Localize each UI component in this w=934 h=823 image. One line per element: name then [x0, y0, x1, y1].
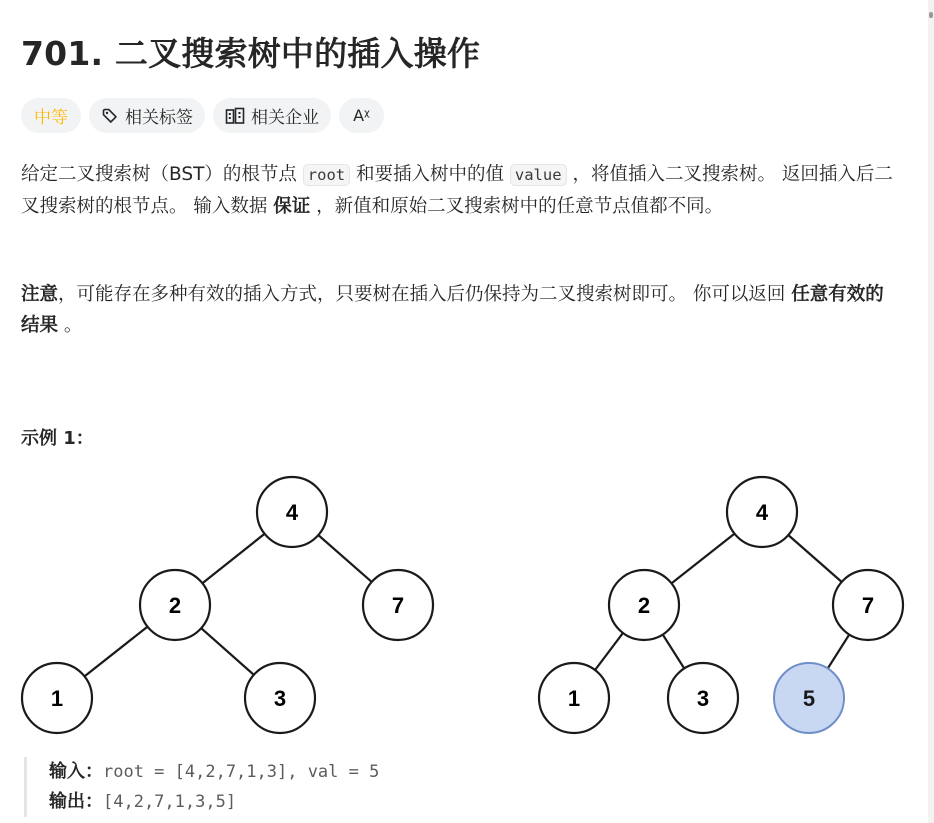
bold-guarantee: 保证	[273, 196, 311, 217]
output-label: 输出：	[49, 791, 103, 812]
tree-node-label: 1	[567, 686, 581, 711]
scrollbar-thumb[interactable]	[929, 12, 933, 18]
tree-node	[668, 663, 738, 733]
example-output-line	[49, 787, 909, 817]
tree-node	[245, 663, 315, 733]
description-text: 给定二叉搜索树（BST）的根节点	[21, 164, 303, 185]
tree-node	[363, 570, 433, 640]
tree-node-label: 2	[637, 593, 651, 618]
tree-node-inserted	[774, 663, 844, 733]
problem-title[interactable]: 701. 二叉搜索树中的插入操作	[21, 34, 481, 73]
tree-node	[609, 570, 679, 640]
building-icon	[225, 107, 245, 125]
related-tags-button[interactable]	[89, 98, 205, 133]
difficulty-badge: 中等	[21, 98, 81, 133]
input-label: 输入：	[49, 761, 103, 782]
related-companies-label: 相关企业	[251, 108, 319, 128]
tree-node-label: 1	[50, 686, 64, 711]
description-paragraph-1	[21, 159, 901, 222]
font-size-button[interactable]	[339, 98, 384, 133]
example-tree-image	[0, 470, 934, 745]
example-title: 示例 1：	[21, 428, 94, 449]
tree-node	[257, 477, 327, 547]
inline-code-value: value	[510, 164, 567, 186]
related-companies-button[interactable]	[213, 98, 331, 133]
input-value: root = [4,2,7,1,3], val = 5	[103, 762, 380, 782]
tree-node	[22, 663, 92, 733]
tree-node	[833, 570, 903, 640]
tree-node	[727, 477, 797, 547]
description-text: 。	[58, 315, 83, 336]
tag-icon	[101, 107, 119, 125]
description-text: ，新值和原始二叉搜索树中的任意节点值都不同。	[310, 196, 724, 217]
bold-any-valid-result: 任意有效的结果	[21, 284, 884, 336]
tree-node-label: 7	[391, 593, 405, 618]
description-paragraph-2	[21, 279, 901, 341]
output-value: [4,2,7,1,3,5]	[103, 792, 237, 812]
inline-code-root: root	[303, 164, 350, 186]
tree-node-label: 2	[168, 593, 182, 618]
description-text: ，将值插入二叉搜索树。 返回插入后二叉搜索树的根节点。 输入数据	[21, 164, 893, 217]
related-tags-label: 相关标签	[125, 108, 193, 128]
tree-node-label: 5	[802, 686, 816, 711]
tree-node-label: 4	[755, 500, 769, 525]
tree-node-label: 4	[285, 500, 299, 525]
bold-note: 注意	[21, 284, 59, 305]
description-text: 和要插入树中的值	[350, 164, 510, 185]
tree-node	[140, 570, 210, 640]
example-input-line	[49, 757, 909, 787]
font-size-icon: Aᵡ	[353, 106, 370, 125]
example-io-block	[24, 757, 909, 817]
tree-node-label: 3	[273, 686, 287, 711]
problem-tags-row	[21, 98, 384, 133]
tree-node	[539, 663, 609, 733]
description-text: ，可能存在多种有效的插入方式，只要树在插入后仍保持为二叉搜索树即可。 你可以返回	[58, 284, 792, 305]
tree-node-label: 3	[696, 686, 710, 711]
tree-node-label: 7	[861, 593, 875, 618]
